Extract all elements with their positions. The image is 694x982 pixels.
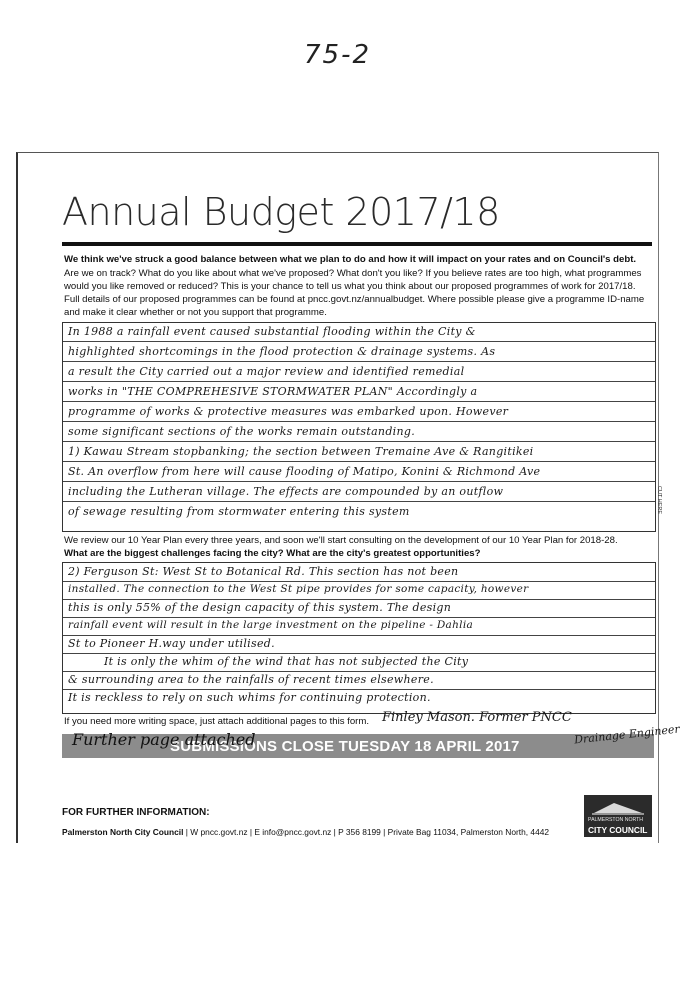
ruled-line: [63, 341, 655, 342]
title-rule: [62, 242, 652, 246]
handwritten-line: 2) Ferguson St: West St to Botanical Rd. This section has not been: [68, 565, 459, 578]
handwritten-line: 1) Kawau Stream stopbanking; the section between Tremaine Ave & Rangitikei: [68, 445, 534, 458]
handwritten-line: It is only the whim of the wind that has not subjected the City: [104, 655, 469, 668]
handwritten-line: works in "THE COMPREHESIVE STORMWATER PLAN" Accordingly a: [68, 385, 478, 398]
deadline-text: SUBMISSIONS CLOSE TUESDAY 18 APRIL 2017: [170, 738, 520, 755]
handwritten-line: including the Lutheran village. The effects are compounded by an outflow: [68, 485, 504, 498]
ruled-line: [63, 461, 655, 462]
handwritten-line: some significant sections of the works remain outstanding.: [68, 425, 416, 438]
handwritten-signature-title: Drainage Engineer: [573, 722, 681, 747]
handwritten-line: highlighted shortcomings in the flood protection & drainage systems. As: [68, 345, 496, 358]
extra-space-note: If you need more writing space, just attach additional pages to this form.: [64, 716, 370, 727]
ruled-line: [63, 671, 655, 672]
side-cut-text: CUT HERE: [656, 486, 662, 515]
ruled-line: [63, 653, 655, 654]
section1-prompt-line: would you like removed or reduced? This is your chance to tell us what you think about our proposed programmes of work for 2017/18.: [64, 281, 636, 292]
handwritten-line: St. An overflow from here will cause flooding of Matipo, Konini & Richmond Ave: [68, 465, 541, 478]
section2-prompt-line: We review our 10 Year Plan every three years, and soon we'll start consulting on the development of our 10 Year Plan for 2018-28.: [64, 535, 618, 546]
ruled-line: [63, 581, 655, 582]
section1-prompt-line: and make it clear whether or not you support that programme.: [64, 307, 327, 318]
council-logo: [584, 795, 652, 837]
handwritten-line: In 1988 a rainfall event caused substantial flooding within the City &: [68, 325, 476, 338]
ruled-line: [63, 481, 655, 482]
ruled-line: [63, 381, 655, 382]
handwritten-line: of sewage resulting from stormwater entering this system: [68, 505, 410, 518]
handwritten-line: programme of works & protective measures was embarked upon. However: [68, 405, 509, 418]
form-title: Annual Budget 2017/18: [62, 190, 500, 234]
section1-prompt-line: Are we on track? What do you like about what we've proposed? What don't you like? If you believe rates are too high, what programmes: [64, 268, 642, 279]
ruled-line: [63, 501, 655, 502]
section1-prompt-bold: We think we've struck a good balance between what we plan to do and how it will impact on your rates and on Council's debt.: [64, 254, 637, 265]
logo-text-line1: PALMERSTON NORTH: [588, 817, 644, 823]
handwritten-line: St to Pioneer H.way under utilised.: [68, 637, 275, 650]
ruled-line: [63, 401, 655, 402]
ruled-line: [63, 361, 655, 362]
page-id-handwritten: 75-2: [304, 40, 372, 70]
handwritten-line: It is reckless to rely on such whims for continuing protection.: [68, 691, 431, 704]
handwritten-line: this is only 55% of the design capacity of this system. The design: [68, 601, 452, 614]
handwritten-signature: Finley Mason. Former PNCC: [382, 710, 572, 725]
logo-skyline-icon: [584, 797, 652, 817]
handwritten-line: & surrounding area to the rainfalls of recent times elsewhere.: [68, 673, 434, 686]
ruled-line: [63, 689, 655, 690]
section2-prompt-bold: What are the biggest challenges facing the city? What are the city's greatest opportunities?: [64, 548, 481, 559]
handwritten-line: installed. The connection to the West St pipe provides for some capacity, however: [68, 583, 529, 595]
section1-prompt-line: Full details of our proposed programmes can be found at pncc.govt.nz/annualbudget. Where possible please give a programme ID-name: [64, 294, 645, 305]
handwritten-further-page-note: Further page attached: [72, 730, 256, 749]
handwritten-line: a result the City carried out a major review and identified remedial: [68, 365, 465, 378]
handwritten-line: rainfall event will result in the large investment on the pipeline - Dahlia: [68, 619, 474, 631]
ruled-line: [63, 421, 655, 422]
ruled-line: [63, 617, 655, 618]
ruled-line: [63, 599, 655, 600]
logo-text-line2: CITY COUNCIL: [588, 825, 648, 835]
ruled-line: [63, 441, 655, 442]
ruled-line: [63, 635, 655, 636]
footer-contact: Palmerston North City Council | W pncc.govt.nz | E info@pncc.govt.nz | P 356 8199 | Private Bag 11034, Palmerston North, 4442: [62, 827, 550, 837]
footer-title: FOR FURTHER INFORMATION:: [62, 807, 210, 818]
